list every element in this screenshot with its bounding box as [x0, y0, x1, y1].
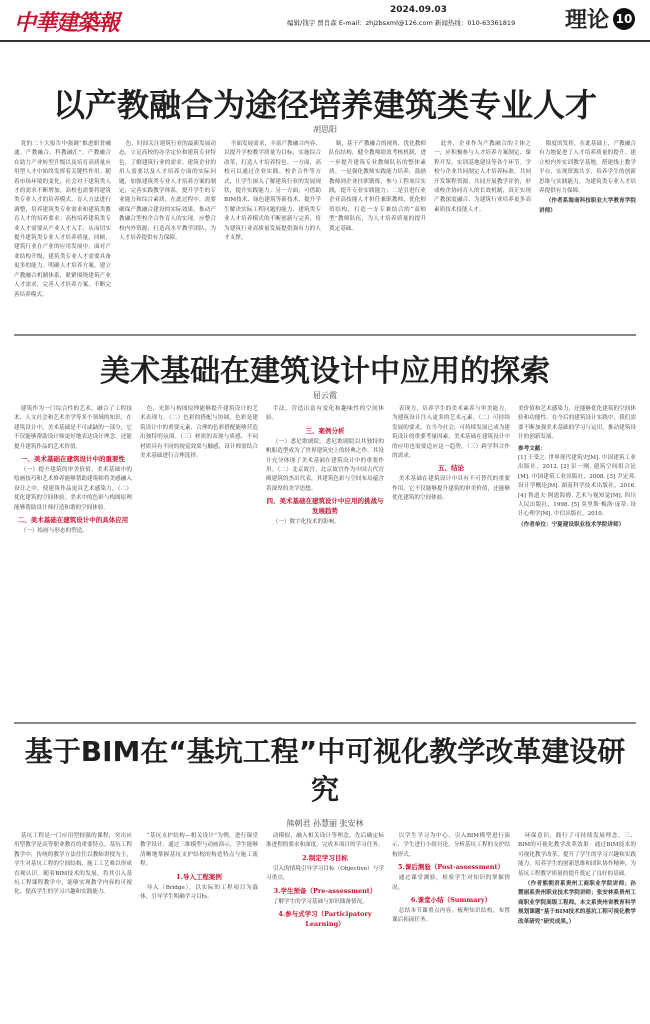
article-2-column [266, 405, 384, 715]
page-number-badge: 10 [613, 8, 635, 30]
references-heading: 参考文献： [518, 445, 546, 452]
article-1-body [14, 140, 636, 328]
newspaper-logo: 中華建築報 [14, 10, 120, 36]
article-1-column [224, 140, 321, 328]
subheading: 三、案例分析 [305, 426, 345, 435]
paragraph: 党的二十大报告中强调“推进职普融通、产教融合、科教融汇”。产教融合在助力产业转型升级以及培育高质量应用型人才中始终发挥着关键性作用。随着市场环境的变化，社会对于建筑类人才的需求不断增加，高校也需要将建筑类专业人才的培养模式、育人方法进行调整，培养建筑类专业需求和建筑类教育人才的培养要求；高校培养建筑类专业人才需要从产业人才入手，从而切实提升建筑类专业人才培养质量。回顾，建筑行业在产业的应用发展中，面对产业结构升级，建筑类专业人才需要具备更多的能力。明确人才培养方案，建立产教融合机制体系，紧紧围绕建筑产业人才需求，完善人才培养方案，不断完善培养模式。 [14, 141, 111, 298]
paragraph: 限度的发挥，在此基础上，产教融合有力地促进了人才培养质量的提升。建立校内外实训教学基地，搭建线上教学平台，实现资源共享，培养学生的创新思维与实践能力，为建筑类专业人才培养提供有力保障。 [539, 141, 636, 195]
references-list: [1] 王受之. 世界现代建筑史[M]. 中国建筑工业出版社，2012. [2] 彭一刚. 建筑空间组合论[M]. 中国建筑工业出版社，2008. [3] 尹定邦. 设计学概论[M]. 湖南科学技术出版社，2016. [4] 鲁道夫·阿恩海姆. 艺术与视知觉[M]. 四川人民出版社，1998. [5] 莫里斯·梅洛·庞蒂. 设计心理学[M]. 中信出版社，2010. [518, 455, 636, 518]
subheading: 一、美术基础在建筑设计中的重要性 [21, 455, 125, 464]
paragraph: 环保意识，践行了可持续发展理念。三、BIM的可视化教学改革效果：通过BIM技术的可视化教学改革，提升了学生的学习兴趣和实践能力，培养学生的创新思维和团队协作精神，为基坑工程教学质量的提升奠定了良好的基础。 [518, 833, 636, 877]
article-3-column [518, 832, 636, 1018]
author-note: （作者系海南科技职业大学教育学院讲师） [539, 198, 636, 214]
article-1-column [119, 140, 216, 328]
editor-info: 编辑/钱宇 贾肖森 E-mail：zhjzbsxml@126.com 新闻热线：010-63361819 [287, 19, 516, 27]
article-1-column [329, 140, 426, 328]
paragraph: 以学生学习为中心，引入BIM模型进行演示，学生进行小组讨论，分析基坑工程的支护结构形式。 [392, 833, 510, 858]
article-3-author: 熊朝君 孙慧丽 张安林 [286, 819, 364, 828]
author-note: （作者单位：宁夏建设职业技术学院讲师） [518, 521, 625, 528]
article-2-column [140, 405, 258, 715]
paragraph: 色、光影与构图原理能够提升建筑设计的艺术表现力。（二）色彩的搭配与协调。色彩是建筑设计中的重要元素，合理的色彩搭配能够营造出独特的氛围。（三）材质的表现与质感。不同材质具有不同的视觉效果与触感，设计师需结合美术基础进行合理选择。 [140, 406, 258, 460]
paragraph: 美术基础在建筑设计中具有不可替代的重要作用。它不仅能够提升建筑的审美价值，还能够优化建筑的空间体验。 [392, 476, 510, 502]
article-3-body [14, 832, 636, 1018]
paragraph: 通过课堂测验，检验学生对知识的掌握情况。 [392, 875, 510, 891]
paragraph: 色、时间关注建筑行业的最新发展动态，立足高校的办学定位和建筑专业特色，了解建筑行业的需求、建筑企业的用人需要以及人才培养方面的实际问题，加强建筑类专业人才培养方案的制定，完善实践教学体系，提升学生的专业能力和综合素质。在此过程中，需要确保产教融合建设的实际效果，推动产教融合型校企合作育人的实现。应整合校内外资源，打造高水平教学团队，为人才培养提供有力保障。 [119, 141, 216, 242]
article-1-author: 胡思阳 [313, 125, 337, 134]
article-2-column [518, 405, 636, 715]
article-3-column [266, 832, 384, 1018]
subheading: 5.课后测验（Post-assessment） [398, 863, 504, 872]
article-3-column [14, 832, 132, 1018]
article-1-title: 以产教融合为途径培养建筑类专业人才 [52, 86, 597, 124]
article-3-column [392, 832, 510, 1018]
paragraph: 建筑作为一门综合性的艺术，融合了工程技术、人文社会和艺术美学等多个领域的知识。在建筑设计中，美术基础是不可或缺的一部分，它不仅能够帮助设计师更好地表达设计理念，还能提升建筑作品的艺术价值。 [14, 406, 132, 450]
header-rule [0, 40, 650, 42]
paragraph: 全面发展需求，丰富产教融合内容，以提升学校教学质量为目标，实施综合改革，打造人才培养特色。一方面，高校可以通过企业实践、校企合作等方式，让学生深入了解建筑行业的发展现状，提升实践能力；另一方面，可借助BIM技术、绿色建筑等新技术，提升学生解决实际工程问题的能力，建筑类专业人才培养模式的不断创新与完善，将为建筑行业高质量发展提供强有力的人才支撑。 [224, 141, 321, 242]
subheading: 四、美术基础在建筑设计中应用的挑战与发展趋势 [266, 497, 384, 516]
subheading: 2.制定学习目标 [302, 853, 348, 862]
paragraph: 手法，营造出富有变化和趣味性的空间体验。 [266, 406, 384, 422]
article-2-title: 美术基础在建筑设计中应用的探索 [100, 354, 550, 389]
paragraph: 总结本节课重点内容，梳理知识结构，布置课后拓展任务。 [392, 908, 510, 924]
article-3-column [140, 832, 258, 1018]
subheading: 3.学生预备（Pre-assessment） [273, 886, 377, 895]
masthead [0, 0, 650, 42]
paragraph: 基坑工程是一门应用型较强的课程，突出应用型教学是高等职业教育的重要特点。基坑工程教学中，传统的教学方法往往以教师讲授为主，学生对基坑工程的空间结构、施工工艺难以形成直观认识。随着BIM技术的发展，将其引入基坑工程课程教学中，能够实现教学内容的可视化，提高学生的学习兴趣和实践能力。 [14, 833, 132, 896]
subheading: 4.参与式学习（Participatory Learning） [278, 910, 372, 929]
subheading: 二、美术基础在建筑设计中的具体应用 [17, 516, 129, 525]
paragraph: （一）绘画与形态的塑造。 [20, 528, 88, 535]
section-divider [14, 334, 636, 336]
paragraph: 了解学生的学习基础与知识储备情况。 [272, 898, 368, 905]
section-title: 理论 [565, 8, 610, 33]
article-1-column [434, 140, 531, 328]
paragraph: 制，基于产教融合的视角，优化教师队伍结构，健全教师绩效考核机制，进一步提升建筑专业教师队伍的整体素质。一是强化教师实践能力培养，鼓励教师到企业挂职锻炼，参与工程项目实践，提升专业实践能力；二是引进行业企业高技能人才担任兼职教师，优化师资结构，打造一支专兼结合的“双师型”教师队伍，为人才培养质量的提升奠定基础。 [329, 141, 426, 232]
paragraph: “基坑支护结构—相关设计”为例，进行课堂教学设计。通过三维模型与动画演示，学生能够清晰地掌握基坑支护结构的构造特点与施工流程。 [140, 833, 258, 868]
article-1-column [539, 140, 636, 328]
section-divider [14, 722, 636, 724]
article-2-column [14, 405, 132, 715]
paragraph: 导入（Bridge），以实际的工程项目为载体，引导学生明确学习目标。 [140, 884, 258, 901]
subheading: 6.课堂小结（Summary） [410, 896, 492, 905]
subheading: 五、结论 [438, 464, 464, 473]
author-note: （作者熊朝君系贵州工商职业学院讲师；孙慧丽系贵州职业技术学院讲师；张安林系贵州工商职业学院高级工程师。本文系贵州省教育科学规划课题“基于BIM技术的基坑工程可视化教学改革研究”研究成果。） [518, 881, 636, 925]
article-3-title: 基于BIM在“基坑工程”中可视化教学改革建设研究 [24, 735, 626, 806]
article-2-column [392, 405, 510, 715]
paragraph: 动模拟，融入相关设计等理念，先后确定标准进程的要求和深度，完成本项目的学习任务。 [266, 833, 384, 849]
paragraph: 美价值和艺术感染力，还能够优化建筑的空间体验和功能性。在今后的建筑设计实践中，我们需要不断加强美术基础的学习与运用，推动建筑设计的创新发展。 [518, 406, 636, 441]
paragraph: （一）提升建筑的审美价值。美术基础中的绘画技巧和艺术修养能够帮助建筑师将美感融入设计之中，使建筑作品更具艺术感染力。（二）优化建筑的空间体验。美术中的色彩与构图原理能够帮助设计师打造和谐的空间体验。 [14, 467, 132, 511]
article-2-author: 屈云霞 [313, 391, 337, 400]
article-1-column [14, 140, 111, 328]
paragraph: 此外，企业作为产教融合的主体之一，应积极参与人才培养方案制定、课程开发、实训基地建设等各个环节。学校与企业共同制定人才培养标准，共同开发课程资源，共同开展教学评价，形成校企协同育人的长效机制，真正实现产教深度融合，为建筑行业培养更多高素质技术技能人才。 [434, 141, 531, 213]
article-2-body [14, 405, 636, 715]
issue-date: 2024.09.03 [390, 5, 447, 15]
paragraph: （一）数字化技术的影响。 [272, 519, 340, 526]
paragraph: （一）悉尼歌剧院。悉尼歌剧院以其独特的帆船造型成为了世界建筑史上的经典之作，其设计充分体现了美术基础在建筑设计中的重要作用。（二）北京故宫。北京故宫作为中国古代宫殿建筑的杰出代表，其建筑色彩与空间布局蕴含着深厚的美学思想。 [266, 438, 384, 492]
paragraph: 引入的情境引导学习目标（Objective）与学习重点。 [266, 865, 384, 882]
paragraph: 表现力，培养学生的美术素养与审美能力，为建筑设计注入更多的艺术元素。（二）可持续发展的要求。在当今社会，可持续发展已成为建筑设计的重要考量因素，美术基础在建筑设计中的应用也需要适应这一趋势。（三）跨学科合作的需求。 [392, 406, 510, 460]
subheading: 1.导入工程案例 [176, 872, 222, 881]
